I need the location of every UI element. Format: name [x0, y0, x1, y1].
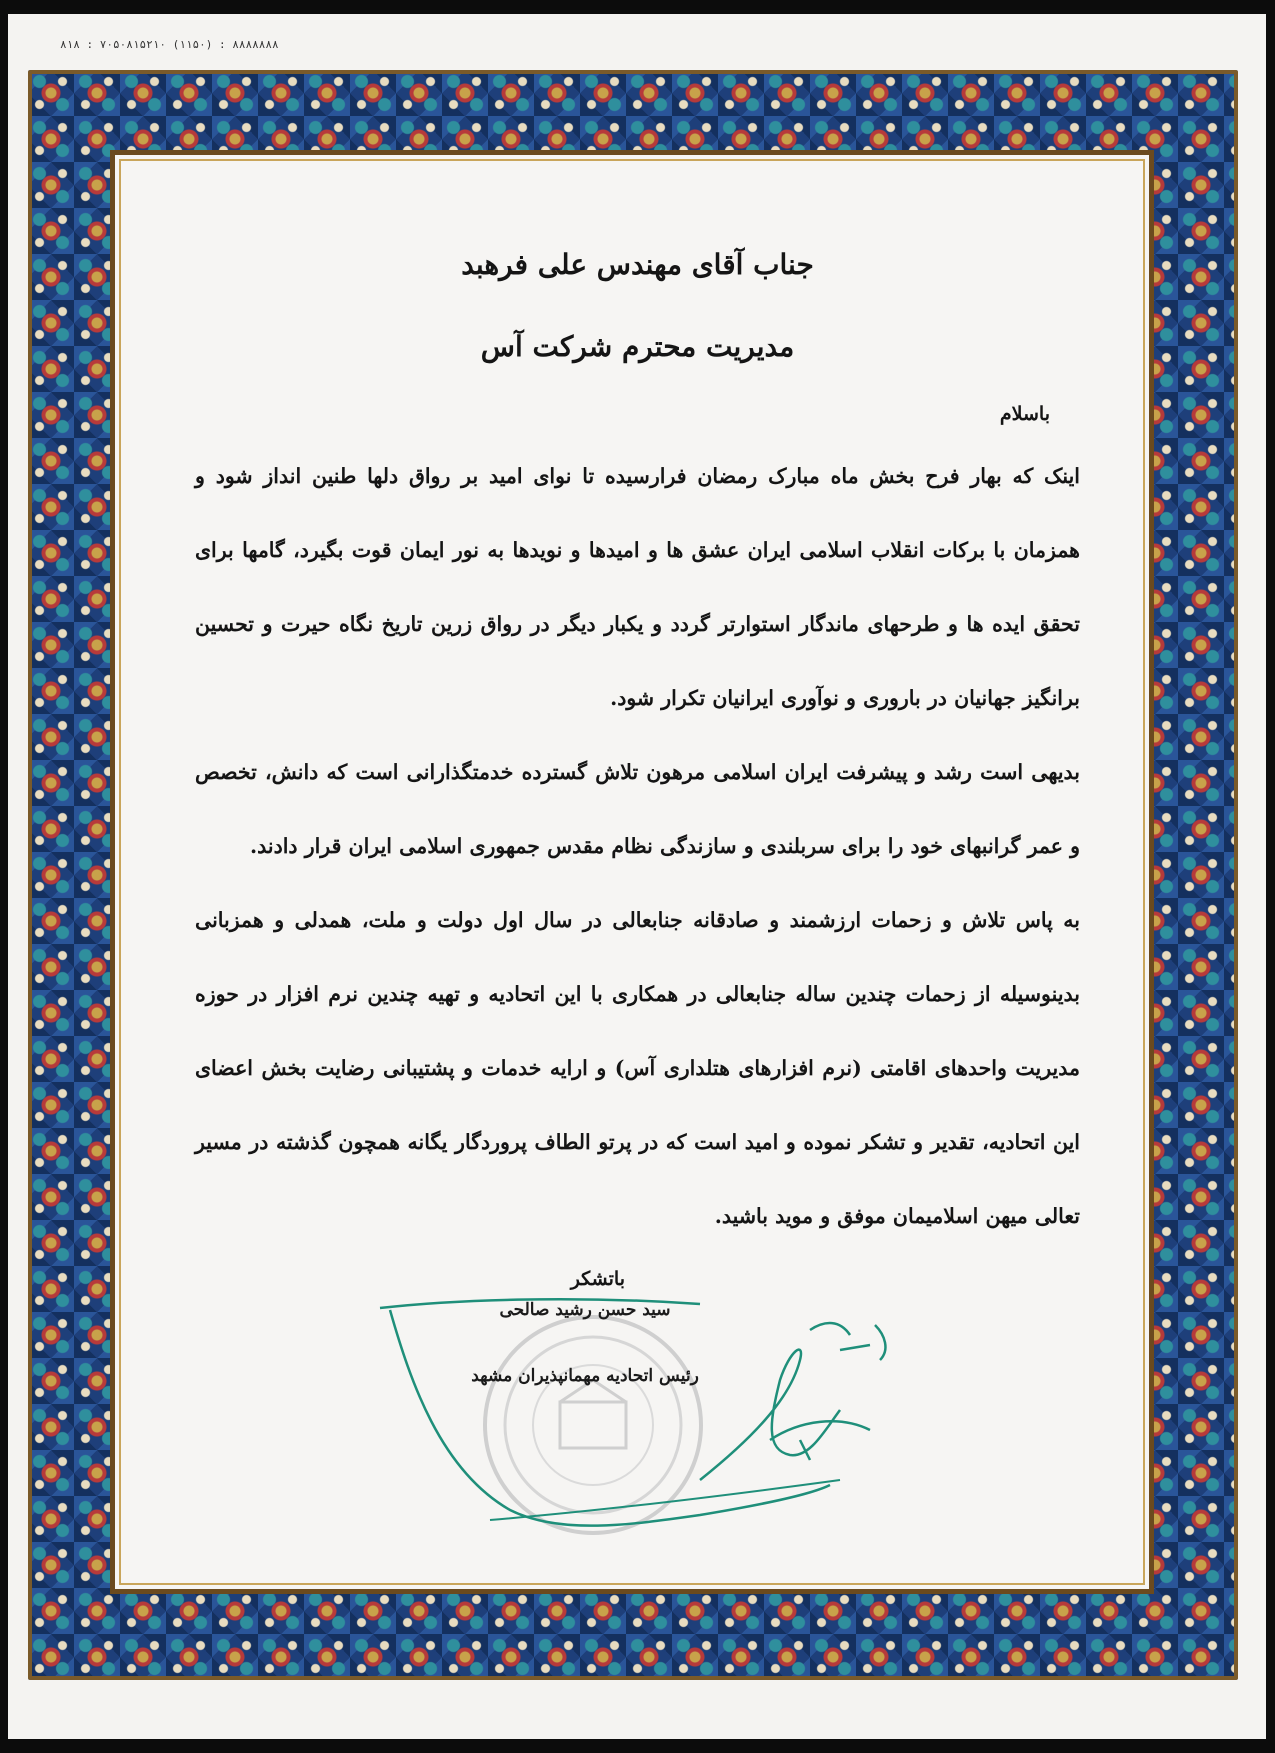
salutation: باسلام [999, 403, 1050, 425]
signer-title: رئیس اتحادیه مهمانپذیران مشهد [471, 1366, 699, 1386]
letter-content [195, 235, 1080, 1299]
recipient-line-1: جناب آقای مهندس علی فرهبد [461, 248, 814, 281]
recipient-line-2: مدیریت محترم شرکت آس [480, 330, 795, 363]
paragraph-3: به پاس تلاش و زحمات ارزشمند و صادقانه جنابعالی در سال اول دولت و ملت، همدلی و همزبانی بدینوسیله از زحمات چندین ساله جنابعالی در همکاری با این اتحادیه و تهیه چندین نرم افزار در حوزه مدیریت واحدهای اقامتی (نرم افزارهای هتلداری آس) و ارایه خدمات و پشتیبانی رضایت بخش اعضای این اتحادیه، تقدیر و تشکر نموده و امید است که در پرتو الطاف پروردگار یگانه همچون گذشته در مسیر تعالی میهن اسلامیمان موفق و موید باشید. [195, 908, 1080, 1228]
handwritten-signature [370, 1290, 930, 1550]
signer-name: سید حسن رشید صالحی [499, 1300, 671, 1320]
fax-header-line: ۸۸۸۸۸۸۸ : (۱۱۵۰) ۷۰۵۰۸۱۵۲۱۰ : ۸۱۸ [60, 38, 279, 51]
closing: باتشکر [570, 1268, 625, 1290]
paragraph-1: اینک که بهار فرح بخش ماه مبارک رمضان فرارسیده تا نوای امید بر رواق دلها طنین انداز شود و همزمان با برکات انقلاب اسلامی ایران عشق ها و امیدها و نویدها به نور ایمان قوت بگیرد، گامها برای تحقق ایده ها و طرحهای ماندگار استوارتر گردد و یکبار دیگر در رواق زرین تاریخ نگاه حیرت و تحسین برانگیز جهانیان در باروری و نوآوری ایرانیان تکرار شود. [195, 464, 1080, 710]
paragraph-2: بدیهی است رشد و پیشرفت ایران اسلامی مرهون تلاش گسترده خدمتگذارانی است که دانش، تخصص و عمر گرانبهای خود را برای سربلندی و سازندگی نظام مقدس جمهوری اسلامی ایران قرار دادند. [195, 760, 1080, 858]
